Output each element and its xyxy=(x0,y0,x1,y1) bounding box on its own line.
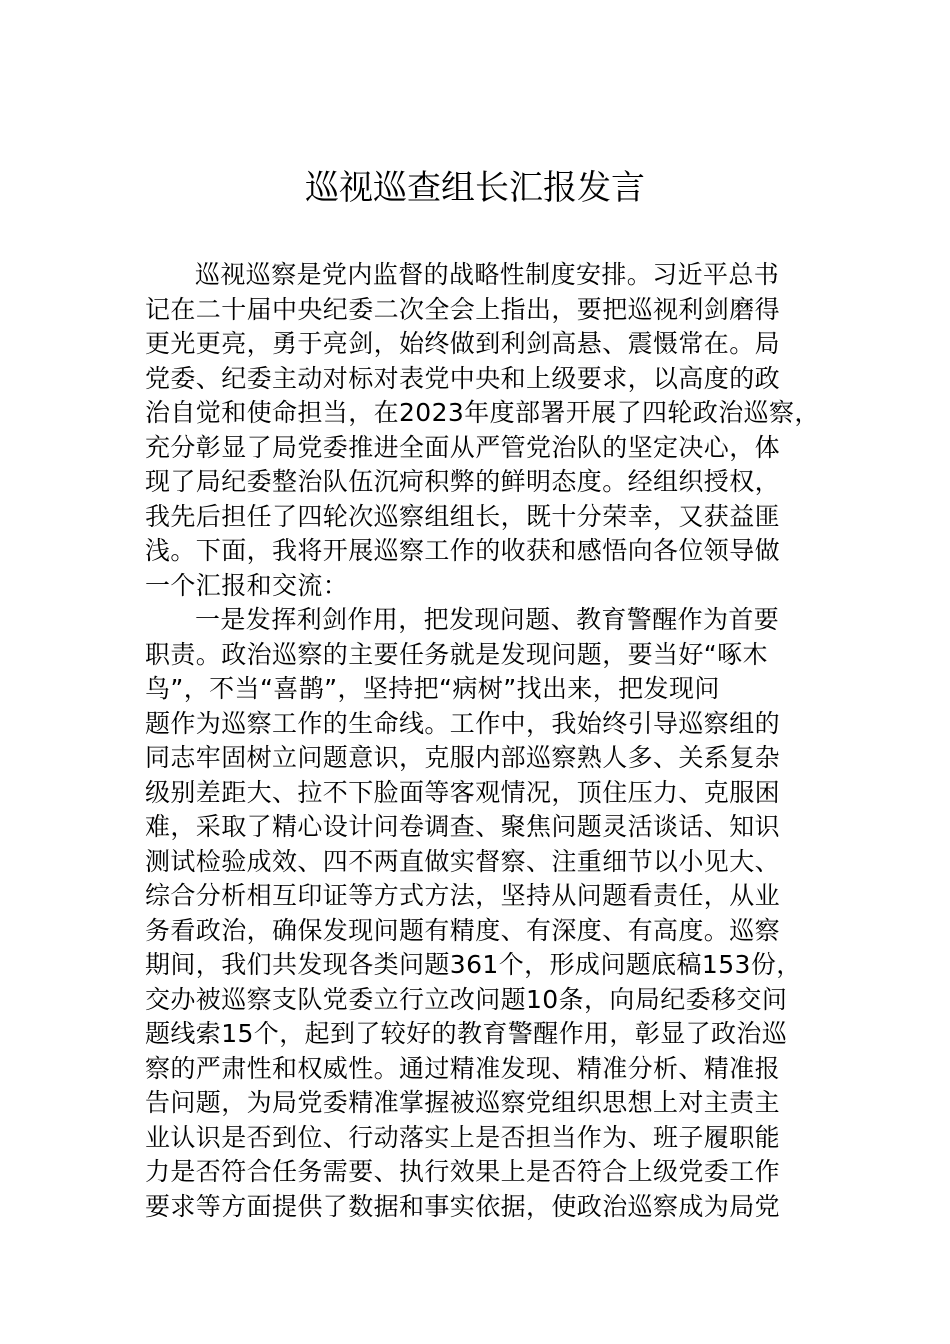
paragraph-1-line-9: 浅。下面，我将开展巡察工作的收获和感悟向各位领导做 xyxy=(145,536,781,565)
paragraph-2-line-10: 务看政治，确保发现问题有精度、有深度、有高度。巡察 xyxy=(145,915,781,945)
paragraph-1-line-3: 更光更亮，勇于亮剑，始终做到利剑高悬、震慑常在。局 xyxy=(145,329,781,358)
paragraph-2-line-4: 题作为巡察工作的生命线。工作中，我始终引导巡察组的 xyxy=(145,708,781,738)
paragraph-2-line-18: 要求等方面提供了数据和事实依据，使政治巡察成为局党 xyxy=(145,1191,781,1221)
paragraph-2-line-13: 题线索15个，起到了较好的教育警醒作用，彰显了政治巡 xyxy=(145,1019,788,1048)
paragraph-2-line-7: 难，采取了精心设计问卷调查、聚焦问题灵活谈话、知识 xyxy=(145,812,781,841)
document-body xyxy=(145,258,825,1224)
paragraph-2-line-9: 综合分析相互印证等方式方法，坚持从问题看责任，从业 xyxy=(145,881,781,910)
paragraph-1-line-4: 党委、纪委主动对标对表党中央和上级要求，以高度的政 xyxy=(145,363,781,393)
paragraph-2-line-15: 告问题，为局党委精准掌握被巡察党组织思想上对主责主 xyxy=(145,1088,781,1117)
paragraph-1-line-5: 治自觉和使命担当，在2023年度部署开展了四轮政治巡察， xyxy=(145,398,820,427)
paragraph-2-line-12: 交办被巡察支队党委立行立改问题10条，向局纪委移交问 xyxy=(145,984,788,1014)
paragraph-1-line-8: 我先后担任了四轮次巡察组组长，既十分荣幸，又获益匪 xyxy=(145,501,781,531)
paragraph-2-line-5: 同志牢固树立问题意识，克服内部巡察熟人多、关系复杂 xyxy=(145,743,781,772)
paragraph-2-line-17: 力是否符合任务需要、执行效果上是否符合上级党委工作 xyxy=(145,1157,781,1186)
paragraph-1-line-2: 记在二十届中央纪委二次全会上指出，要把巡视利剑磨得 xyxy=(145,294,781,324)
paragraph-1-line-1: 巡视巡察是党内监督的战略性制度安排。习近平总书 xyxy=(195,260,780,289)
paragraph-2-line-3: 鸟”，不当“喜鹊”，坚持把“病树”找出来，把发现问 xyxy=(145,674,720,703)
paragraph-2-line-14: 察的严肃性和权威性。通过精准发现、精准分析、精准报 xyxy=(145,1053,781,1083)
paragraph-2-line-1: 一是发挥利剑作用，把发现问题、教育警醒作为首要 xyxy=(195,605,780,634)
paragraph-1-line-6: 充分彰显了局党委推进全面从严管党治队的坚定决心，体 xyxy=(145,432,781,462)
document-title: 巡视巡查组长汇报发言 xyxy=(305,168,645,208)
paragraph-1-line-10: 一个汇报和交流： xyxy=(145,570,349,600)
paragraph-2-line-11: 期间，我们共发现各类问题361个，形成问题底稿153份， xyxy=(145,950,802,979)
paragraph-2-line-6: 级别差距大、拉不下脸面等客观情况，顶住压力、克服困 xyxy=(145,777,781,807)
paragraph-2-line-8: 测试检验成效、四不两直做实督察、注重细节以小见大、 xyxy=(145,846,781,876)
paragraph-2-line-2: 职责。政治巡察的主要任务就是发现问题，要当好“啄木 xyxy=(145,639,768,669)
paragraph-2-line-16: 业认识是否到位、行动落实上是否担当作为、班子履职能 xyxy=(145,1122,781,1152)
paragraph-1-line-7: 现了局纪委整治队伍沉疴积弊的鲜明态度。经组织授权， xyxy=(145,467,781,496)
